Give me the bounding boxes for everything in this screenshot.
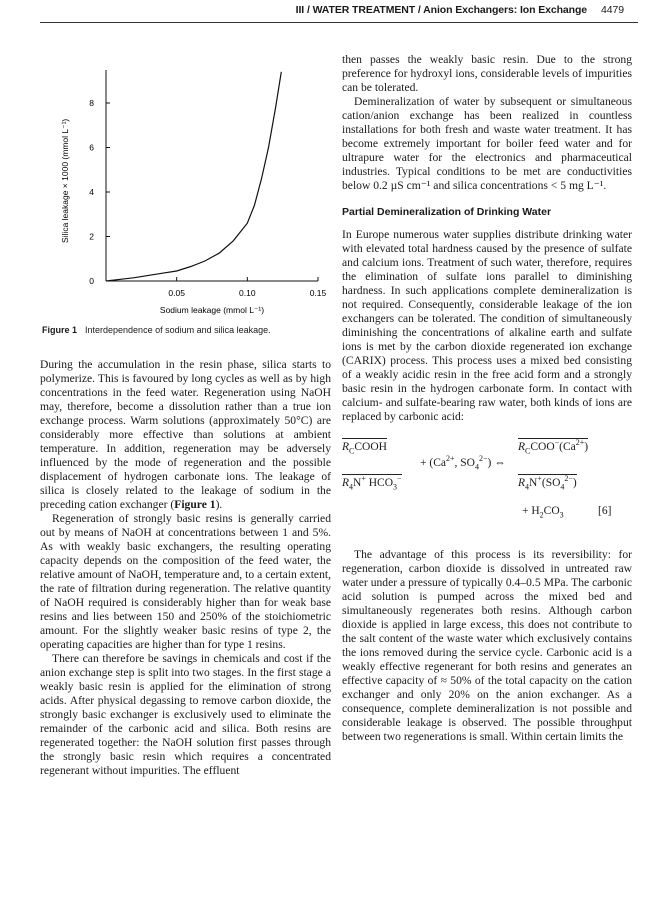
figure-reference[interactable]: Figure 1 (174, 498, 216, 511)
right-column (342, 53, 632, 744)
paragraph: In Europe numerous water supplies distribute drinking water with elevated total hardness caused by the presence of sulfate and calcium ions. Treatment of such water, therefore, requires the elimination of sulfate ions parallel to diminishing hardness. In such applications complete demineralization is not required. Consequently, considerable leakage of the ion exchangers can be tolerated. The condition of simultaneously diminishing the concentrations of alkaline earth and sulfate ions is met by the carbon dioxide regenerated ion exchange (CARIX) process. This process uses a mixed bed consisting of a weakly acidic resin in the free acid form and a strongly basic resin in the hydrogen carbonate form. In contact with calcium- and sulfate-bearing raw water, both kinds of ions are replaced by carbonic acid: (342, 228, 632, 423)
running-title (296, 4, 624, 16)
left-column (40, 358, 331, 778)
x-tick-label: 0.05 (168, 288, 185, 298)
paragraph-text: During the accumulation in the resin phase, silica starts to polymerize. This is favoured by long cycles as well as by high concentrations in the feed water. Regeneration using NaOH may, therefore, become a dissolution rather than a true ion exchange process. Warm solutions (approximately 50°C) are considerably more effective than solutions at ambient temperature. In addition, regeneration may be adversely influenced by the mode of regeneration and the possible displacement of hydrogen carbonate ions. The leakage of silica is closely related to the leakage of sodium in the preceding cation exchanger ( (40, 358, 331, 511)
figure-caption (42, 325, 271, 335)
y-axis-label: Silica leakage × 1000 (mmol L⁻¹) (60, 118, 70, 244)
y-tick-label: 0 (89, 276, 94, 286)
paragraph (40, 358, 331, 512)
running-header (0, 0, 668, 26)
eq-lhs-bottom: $R_4N^+$ $HCO_3^-$ (342, 474, 402, 492)
y-tick-label: 4 (89, 187, 94, 197)
equation-number: [6] (598, 505, 612, 517)
running-title-text: III / WATER TREATMENT / Anion Exchangers: Ion Exchange (295, 4, 588, 16)
x-tick-label: 0.10 (239, 288, 256, 298)
eq-rhs-top: $R_CCOO^-(Ca^{2+})$ (518, 438, 589, 456)
paragraph: The advantage of this process is its reversibility: for regeneration, carbon dioxide is dissolved in untreated raw water under a pressure of typically 0.4–0.5 MPa. The carbonic acid solution is pumped across the mixed bed and simultaneously regenerates both resins. Although carbon dioxide is applied in large excess, this does not contribute to the salt content of the waste water which exclusively contains the ions removed during the service cycle. Carbonic acid is a weakly effective regenerant for both resins and generates an effective capacity of ≈ 50% of the total capacity on the cation exchanger and only 20% on the anion exchanger. As a consequence, complete demineralization is not possible and considerable leakage is observed. The possible throughput between two regenerations is small. Within certain limits the (342, 548, 632, 743)
y-tick-label: 8 (89, 98, 94, 108)
paragraph: then passes the weakly basic resin. Due to the strong preference for hydroxyl ions, considerable levels of impurities can be tolerated. (342, 53, 632, 94)
section-heading: Partial Demineralization of Drinking Water (342, 206, 552, 218)
y-tick-label: 6 (89, 142, 94, 153)
header-rule (40, 22, 638, 23)
paragraph: There can therefore be savings in chemicals and cost if the anion exchange step is split into two stages. In the first stage a weakly basic resin is applied for the elimination of strong acids. After physical degassing to remove carbon dioxide, the strongly basic exchanger is exclusively used to eliminate the remainder of the carbonic acid and silica. Both resins are regenerated together: the NaOH solution first passes through the strongly basic resin which requires a concentrated regenerant without impurities. The effluent (40, 652, 331, 777)
paragraph: Regeneration of strongly basic resins is generally carried out by means of NaOH at concentrations between 1 and 5%. As with weakly basic exchangers, the resulting operating capacity depends on the composition of the feed water, the relative amount of NaOH, temperature and, to a certain extent, the rate of filtration during regeneration. The relative quantity of NaOH required is considerably higher than for weak base resins and lies between 150 and 250% of the stoichiometric amount. For the slightly weaker basic resins of type 2, the operating capacities are higher than for type 1 resins. (40, 512, 331, 651)
figure-1 (40, 40, 332, 340)
page-number: 4479 (601, 4, 624, 16)
paragraph-text: ). (215, 498, 223, 511)
silica-sodium-chart (40, 40, 332, 325)
chemical-equation (342, 436, 632, 522)
x-tick-label: 0.15 (309, 288, 327, 298)
x-axis-label: Sodium leakage (mmol L⁻¹) (159, 305, 265, 315)
paragraph: Demineralization of water by subsequent or simultaneous cation/anion exchange has been realized in countless installations for both fresh and waste water treatment. It has become extremely important for boiler feed water and for ultrapure water for the electronics and pharmaceutical industries. Typical conditions to be met are conductivities below 0.2 µS cm⁻¹ and silica concentrations < 5 mg L⁻¹. (342, 95, 632, 192)
eq-middle: + ($Ca^{2+}$, $SO_4^{2-}$) ⇔ (420, 454, 506, 472)
y-tick-label: 2 (89, 231, 94, 242)
eq-rhs-bottom: $R_4N^+(SO_4^{2-})$ (518, 474, 577, 492)
eq-product: + $H_2CO_3$ (522, 505, 564, 520)
data-curve (106, 72, 281, 281)
figure-label: Figure 1 (42, 325, 78, 335)
eq-lhs-top: $R_CCOOH$ (342, 438, 387, 454)
figure-caption-text: Interdependence of sodium and silica leakage. (85, 325, 271, 335)
